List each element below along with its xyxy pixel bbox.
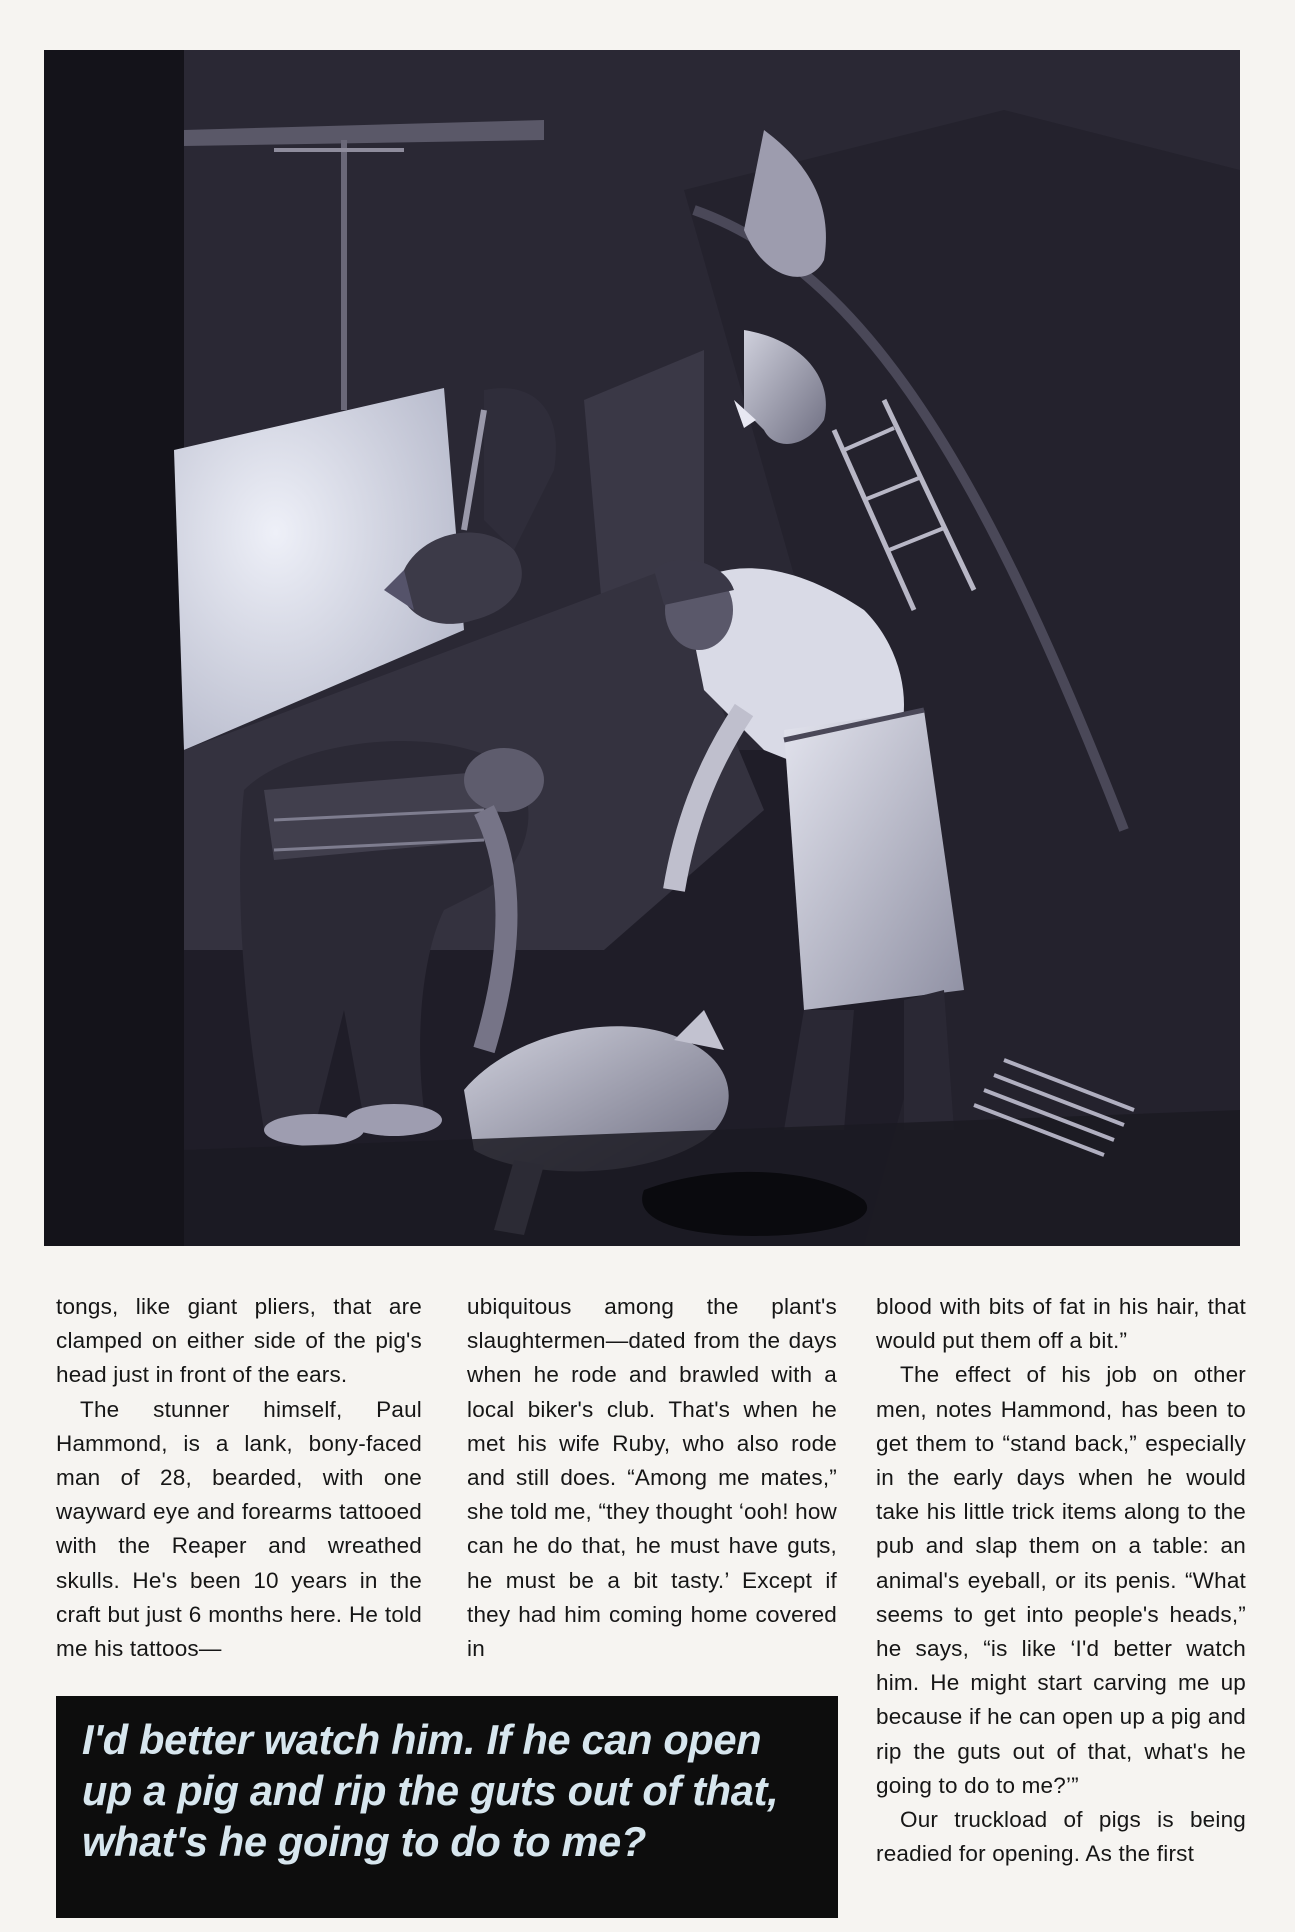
pull-quote-text: I'd better watch him. If he can open up a pig and rip the guts out of that, what's he going to do to me? bbox=[82, 1716, 779, 1865]
paragraph: ubiquitous among the plant's slaughtermen—dated from the days when he rode and brawled with a local biker's club. That's when he met his wife Ruby, who also rode and still does. “Among me mates,” she told me, “they thought ‘ooh! how can he do that, he must have guts, he must be a bit tasty.’ Except if they had him coming home covered in bbox=[467, 1294, 837, 1662]
paragraph: The stunner himself, Paul Hammond, is a lank, bony-faced man of 28, bearded, with one wayward eye and forearms tattooed with the Reaper and wreathed skulls. He's been 10 years in the craft but just 6 months here. He told me his tattoos— bbox=[56, 1396, 422, 1662]
article-column-1 bbox=[56, 1290, 422, 1666]
pull-quote-box bbox=[56, 1696, 838, 1918]
article-column-3 bbox=[876, 1290, 1246, 1871]
article-column-2 bbox=[467, 1290, 837, 1666]
slaughterhouse-illustration bbox=[44, 50, 1240, 1246]
paragraph: tongs, like giant pliers, that are clamped on either side of the pig's head just in front of the ears. bbox=[56, 1294, 422, 1388]
paragraph: blood with bits of fat in his hair, that would put them off a bit.” bbox=[876, 1294, 1246, 1354]
paragraph: Our truckload of pigs is being readied for opening. As the first bbox=[876, 1807, 1246, 1867]
illustration-drawing bbox=[44, 50, 1240, 1246]
paragraph: The effect of his job on other men, notes Hammond, has been to get them to “stand back,” especially in the early days when he would take his little trick items along to the pub and slap them on a table: an animal's eyeball, or its penis. “What seems to get into people's heads,” he says, “is like ‘I'd better watch him. He might start carving me up because if he can open up a pig and rip the guts out of that, what's he going to do to me?’” bbox=[876, 1362, 1246, 1798]
